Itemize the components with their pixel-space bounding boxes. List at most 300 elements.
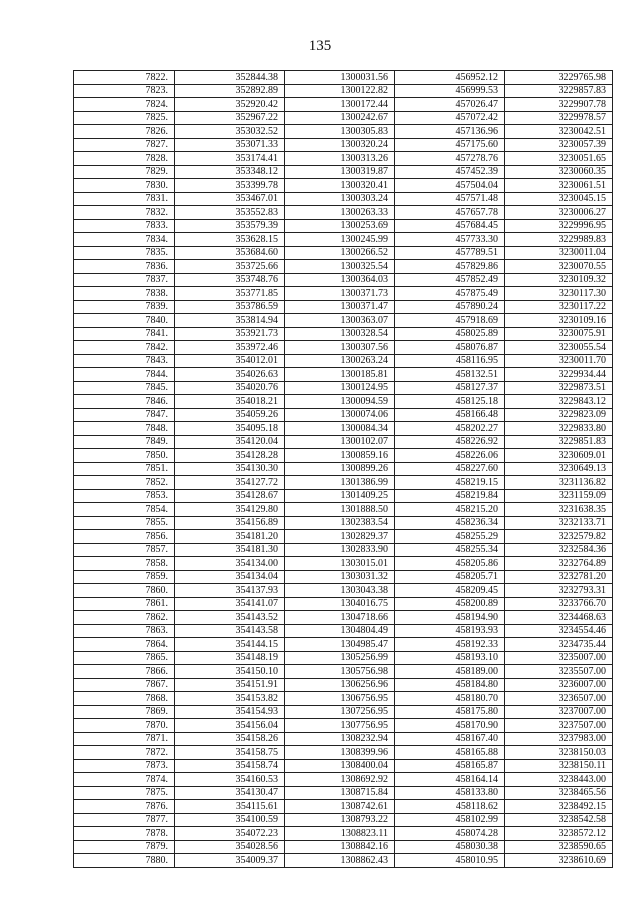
y1-cell: 1300084.34 [285,422,395,436]
y2-cell: 3230649.13 [505,462,613,476]
x1-cell: 354012.01 [175,354,285,368]
point-number-cell: 7875. [74,786,175,800]
point-number-cell: 7823. [74,84,175,98]
y1-cell: 1300363.07 [285,314,395,328]
y2-cell: 3232579.82 [505,530,613,544]
x1-cell: 354181.20 [175,530,285,544]
y2-cell: 3232584.36 [505,543,613,557]
x2-cell: 456952.12 [395,71,505,85]
x1-cell: 354009.37 [175,854,285,868]
table-row [74,381,613,395]
y1-cell: 1308793.22 [285,813,395,827]
point-number-cell: 7845. [74,381,175,395]
table-row [74,624,613,638]
table-row [74,368,613,382]
point-number-cell: 7877. [74,813,175,827]
point-number-cell: 7847. [74,408,175,422]
y2-cell: 3229996.95 [505,219,613,233]
point-number-cell: 7837. [74,273,175,287]
point-number-cell: 7854. [74,503,175,517]
x1-cell: 354028.56 [175,840,285,854]
point-number-cell: 7864. [74,638,175,652]
x2-cell: 458205.86 [395,557,505,571]
y1-cell: 1303031.32 [285,570,395,584]
y2-cell: 3231638.35 [505,503,613,517]
y2-cell: 3238610.69 [505,854,613,868]
y1-cell: 1300074.06 [285,408,395,422]
y1-cell: 1300263.33 [285,206,395,220]
y1-cell: 1307256.95 [285,705,395,719]
table-row [74,233,613,247]
y2-cell: 3229843.12 [505,395,613,409]
x2-cell: 458074.28 [395,827,505,841]
coordinates-table-body [74,71,613,868]
y2-cell: 3229907.78 [505,98,613,112]
y1-cell: 1303043.38 [285,584,395,598]
x1-cell: 354128.28 [175,449,285,463]
y1-cell: 1300371.47 [285,300,395,314]
x1-cell: 353552.83 [175,206,285,220]
table-row [74,786,613,800]
y2-cell: 3230042.51 [505,125,613,139]
x2-cell: 457452.39 [395,165,505,179]
x2-cell: 457875.49 [395,287,505,301]
point-number-cell: 7850. [74,449,175,463]
table-row [74,408,613,422]
x1-cell: 352967.22 [175,111,285,125]
point-number-cell: 7825. [74,111,175,125]
y1-cell: 1300313.26 [285,152,395,166]
y1-cell: 1307756.95 [285,719,395,733]
point-number-cell: 7832. [74,206,175,220]
x1-cell: 354128.67 [175,489,285,503]
point-number-cell: 7840. [74,314,175,328]
x2-cell: 457918.69 [395,314,505,328]
y1-cell: 1300031.56 [285,71,395,85]
table-row [74,570,613,584]
table-row [74,314,613,328]
y2-cell: 3229934.44 [505,368,613,382]
y2-cell: 3236507.00 [505,692,613,706]
x2-cell: 458205.71 [395,570,505,584]
x1-cell: 354158.75 [175,746,285,760]
point-number-cell: 7829. [74,165,175,179]
x1-cell: 354115.61 [175,800,285,814]
y2-cell: 3231159.09 [505,489,613,503]
x1-cell: 353921.73 [175,327,285,341]
x1-cell: 352844.38 [175,71,285,85]
point-number-cell: 7822. [74,71,175,85]
table-row [74,449,613,463]
y1-cell: 1308399.96 [285,746,395,760]
x1-cell: 353399.78 [175,179,285,193]
point-number-cell: 7873. [74,759,175,773]
y1-cell: 1308715.84 [285,786,395,800]
table-row [74,219,613,233]
table-row [74,489,613,503]
table-row [74,476,613,490]
x1-cell: 354059.26 [175,408,285,422]
table-row [74,206,613,220]
y1-cell: 1300122.82 [285,84,395,98]
y1-cell: 1300371.73 [285,287,395,301]
y2-cell: 3229978.57 [505,111,613,125]
point-number-cell: 7852. [74,476,175,490]
point-number-cell: 7846. [74,395,175,409]
x1-cell: 354181.30 [175,543,285,557]
x2-cell: 458227.60 [395,462,505,476]
y2-cell: 3233766.70 [505,597,613,611]
point-number-cell: 7868. [74,692,175,706]
y1-cell: 1301386.99 [285,476,395,490]
point-number-cell: 7876. [74,800,175,814]
table-row [74,165,613,179]
x1-cell: 354156.89 [175,516,285,530]
point-number-cell: 7867. [74,678,175,692]
y2-cell: 3238443.00 [505,773,613,787]
page-number: 135 [308,38,332,54]
y2-cell: 3237507.00 [505,719,613,733]
x1-cell: 353579.39 [175,219,285,233]
point-number-cell: 7870. [74,719,175,733]
y1-cell: 1300305.83 [285,125,395,139]
x2-cell: 458184.80 [395,678,505,692]
x2-cell: 458180.70 [395,692,505,706]
point-number-cell: 7839. [74,300,175,314]
point-number-cell: 7848. [74,422,175,436]
table-row [74,273,613,287]
x2-cell: 458170.90 [395,719,505,733]
y2-cell: 3230117.30 [505,287,613,301]
table-row [74,611,613,625]
x1-cell: 354120.04 [175,435,285,449]
point-number-cell: 7869. [74,705,175,719]
y1-cell: 1300185.81 [285,368,395,382]
x2-cell: 458132.51 [395,368,505,382]
y1-cell: 1300266.52 [285,246,395,260]
x1-cell: 354144.15 [175,638,285,652]
y2-cell: 3234468.63 [505,611,613,625]
y1-cell: 1300124.95 [285,381,395,395]
x2-cell: 458127.37 [395,381,505,395]
point-number-cell: 7859. [74,570,175,584]
y1-cell: 1300859.16 [285,449,395,463]
point-number-cell: 7879. [74,840,175,854]
y1-cell: 1301888.50 [285,503,395,517]
x2-cell: 458226.06 [395,449,505,463]
y2-cell: 3230109.32 [505,273,613,287]
y2-cell: 3230070.55 [505,260,613,274]
table-row [74,516,613,530]
y1-cell: 1300364.03 [285,273,395,287]
y1-cell: 1304718.66 [285,611,395,625]
x1-cell: 354072.23 [175,827,285,841]
x1-cell: 354095.18 [175,422,285,436]
table-row [74,719,613,733]
y1-cell: 1300253.69 [285,219,395,233]
y2-cell: 3238572.12 [505,827,613,841]
point-number-cell: 7851. [74,462,175,476]
y1-cell: 1308842.16 [285,840,395,854]
table-row [74,732,613,746]
x2-cell: 457175.60 [395,138,505,152]
x1-cell: 354020.76 [175,381,285,395]
point-number-cell: 7861. [74,597,175,611]
table-row [74,287,613,301]
y2-cell: 3229823.09 [505,408,613,422]
y2-cell: 3231136.82 [505,476,613,490]
x1-cell: 353032.52 [175,125,285,139]
table-row [74,84,613,98]
point-number-cell: 7856. [74,530,175,544]
y2-cell: 3232781.20 [505,570,613,584]
y2-cell: 3238542.58 [505,813,613,827]
y1-cell: 1302383.54 [285,516,395,530]
x1-cell: 353972.46 [175,341,285,355]
y1-cell: 1300303.24 [285,192,395,206]
y2-cell: 3230006.27 [505,206,613,220]
x1-cell: 354129.80 [175,503,285,517]
x1-cell: 354134.04 [175,570,285,584]
table-row [74,854,613,868]
point-number-cell: 7844. [74,368,175,382]
table-row [74,759,613,773]
y2-cell: 3230051.65 [505,152,613,166]
x2-cell: 457852.49 [395,273,505,287]
y1-cell: 1308742.61 [285,800,395,814]
x2-cell: 458133.80 [395,786,505,800]
table-row [74,692,613,706]
y2-cell: 3230609.01 [505,449,613,463]
y1-cell: 1305756.98 [285,665,395,679]
y2-cell: 3230055.54 [505,341,613,355]
table-row [74,773,613,787]
y1-cell: 1300328.54 [285,327,395,341]
y1-cell: 1300245.99 [285,233,395,247]
y2-cell: 3230011.70 [505,354,613,368]
y2-cell: 3238150.11 [505,759,613,773]
y2-cell: 3230045.15 [505,192,613,206]
table-row [74,98,613,112]
table-row [74,503,613,517]
y1-cell: 1308862.43 [285,854,395,868]
x1-cell: 354158.26 [175,732,285,746]
table-row [74,125,613,139]
table-row [74,597,613,611]
point-number-cell: 7830. [74,179,175,193]
x2-cell: 457684.45 [395,219,505,233]
table-row [74,179,613,193]
y1-cell: 1300899.26 [285,462,395,476]
x2-cell: 457072.42 [395,111,505,125]
point-number-cell: 7849. [74,435,175,449]
table-row [74,813,613,827]
table-row [74,71,613,85]
x1-cell: 354160.53 [175,773,285,787]
table-row [74,543,613,557]
table-row [74,584,613,598]
x1-cell: 353786.59 [175,300,285,314]
y2-cell: 3232764.89 [505,557,613,571]
y2-cell: 3229989.83 [505,233,613,247]
y2-cell: 3238465.56 [505,786,613,800]
x1-cell: 353814.94 [175,314,285,328]
x2-cell: 457733.30 [395,233,505,247]
y1-cell: 1300325.54 [285,260,395,274]
table-row [74,557,613,571]
y1-cell: 1300172.44 [285,98,395,112]
table-row [74,327,613,341]
point-number-cell: 7872. [74,746,175,760]
point-number-cell: 7858. [74,557,175,571]
x1-cell: 353684.60 [175,246,285,260]
point-number-cell: 7827. [74,138,175,152]
point-number-cell: 7831. [74,192,175,206]
x1-cell: 354143.52 [175,611,285,625]
point-number-cell: 7835. [74,246,175,260]
x1-cell: 353071.33 [175,138,285,152]
x2-cell: 457026.47 [395,98,505,112]
table-row [74,138,613,152]
y1-cell: 1306756.95 [285,692,395,706]
x2-cell: 458116.95 [395,354,505,368]
x1-cell: 354143.58 [175,624,285,638]
x2-cell: 458194.90 [395,611,505,625]
y1-cell: 1308232.94 [285,732,395,746]
x1-cell: 354137.93 [175,584,285,598]
x2-cell: 458193.10 [395,651,505,665]
y1-cell: 1300242.67 [285,111,395,125]
x1-cell: 354018.21 [175,395,285,409]
table-row [74,260,613,274]
x2-cell: 458255.34 [395,543,505,557]
x1-cell: 353748.76 [175,273,285,287]
y1-cell: 1300319.87 [285,165,395,179]
x1-cell: 353628.15 [175,233,285,247]
point-number-cell: 7857. [74,543,175,557]
point-number-cell: 7843. [74,354,175,368]
x1-cell: 354134.00 [175,557,285,571]
y1-cell: 1300307.56 [285,341,395,355]
point-number-cell: 7853. [74,489,175,503]
x2-cell: 458125.18 [395,395,505,409]
x1-cell: 354130.47 [175,786,285,800]
y2-cell: 3229873.51 [505,381,613,395]
x2-cell: 458076.87 [395,341,505,355]
x1-cell: 354154.93 [175,705,285,719]
y1-cell: 1300320.24 [285,138,395,152]
table-row [74,638,613,652]
table-row [74,530,613,544]
x2-cell: 457890.24 [395,300,505,314]
x2-cell: 458193.93 [395,624,505,638]
x2-cell: 458219.84 [395,489,505,503]
table-row [74,462,613,476]
table-row [74,111,613,125]
y2-cell: 3230061.51 [505,179,613,193]
point-number-cell: 7860. [74,584,175,598]
y2-cell: 3230011.04 [505,246,613,260]
table-row [74,192,613,206]
y2-cell: 3235507.00 [505,665,613,679]
y1-cell: 1302833.90 [285,543,395,557]
x2-cell: 458226.92 [395,435,505,449]
y2-cell: 3232793.31 [505,584,613,598]
y1-cell: 1300102.07 [285,435,395,449]
x1-cell: 352892.89 [175,84,285,98]
y2-cell: 3238150.03 [505,746,613,760]
point-number-cell: 7866. [74,665,175,679]
x1-cell: 354150.10 [175,665,285,679]
table-row [74,395,613,409]
x1-cell: 354151.91 [175,678,285,692]
x1-cell: 354100.59 [175,813,285,827]
x2-cell: 457789.51 [395,246,505,260]
coordinates-table [73,70,613,868]
point-number-cell: 7824. [74,98,175,112]
point-number-cell: 7865. [74,651,175,665]
x1-cell: 354130.30 [175,462,285,476]
x2-cell: 458200.89 [395,597,505,611]
x2-cell: 458102.99 [395,813,505,827]
x2-cell: 457504.04 [395,179,505,193]
table-row [74,705,613,719]
x2-cell: 458166.48 [395,408,505,422]
x2-cell: 458165.88 [395,746,505,760]
table-row [74,840,613,854]
y2-cell: 3230075.91 [505,327,613,341]
y2-cell: 3229765.98 [505,71,613,85]
x2-cell: 457657.78 [395,206,505,220]
y2-cell: 3230109.16 [505,314,613,328]
x2-cell: 458255.29 [395,530,505,544]
y1-cell: 1300263.24 [285,354,395,368]
y2-cell: 3234735.44 [505,638,613,652]
x2-cell: 458010.95 [395,854,505,868]
point-number-cell: 7855. [74,516,175,530]
y1-cell: 1305256.99 [285,651,395,665]
table-row [74,746,613,760]
point-number-cell: 7833. [74,219,175,233]
point-number-cell: 7836. [74,260,175,274]
x2-cell: 458025.89 [395,327,505,341]
y1-cell: 1300094.59 [285,395,395,409]
y2-cell: 3238590.65 [505,840,613,854]
table-row [74,678,613,692]
x1-cell: 354141.07 [175,597,285,611]
x2-cell: 457829.86 [395,260,505,274]
table-row [74,800,613,814]
y2-cell: 3237983.00 [505,732,613,746]
y1-cell: 1303015.01 [285,557,395,571]
y2-cell: 3230057.39 [505,138,613,152]
y2-cell: 3237007.00 [505,705,613,719]
x1-cell: 353174.41 [175,152,285,166]
y2-cell: 3235007.00 [505,651,613,665]
x1-cell: 353348.12 [175,165,285,179]
point-number-cell: 7862. [74,611,175,625]
x1-cell: 354148.19 [175,651,285,665]
x2-cell: 456999.53 [395,84,505,98]
x2-cell: 458209.45 [395,584,505,598]
x1-cell: 354127.72 [175,476,285,490]
x2-cell: 458192.33 [395,638,505,652]
point-number-cell: 7826. [74,125,175,139]
y1-cell: 1302829.37 [285,530,395,544]
point-number-cell: 7863. [74,624,175,638]
table-row [74,152,613,166]
y2-cell: 3234554.46 [505,624,613,638]
